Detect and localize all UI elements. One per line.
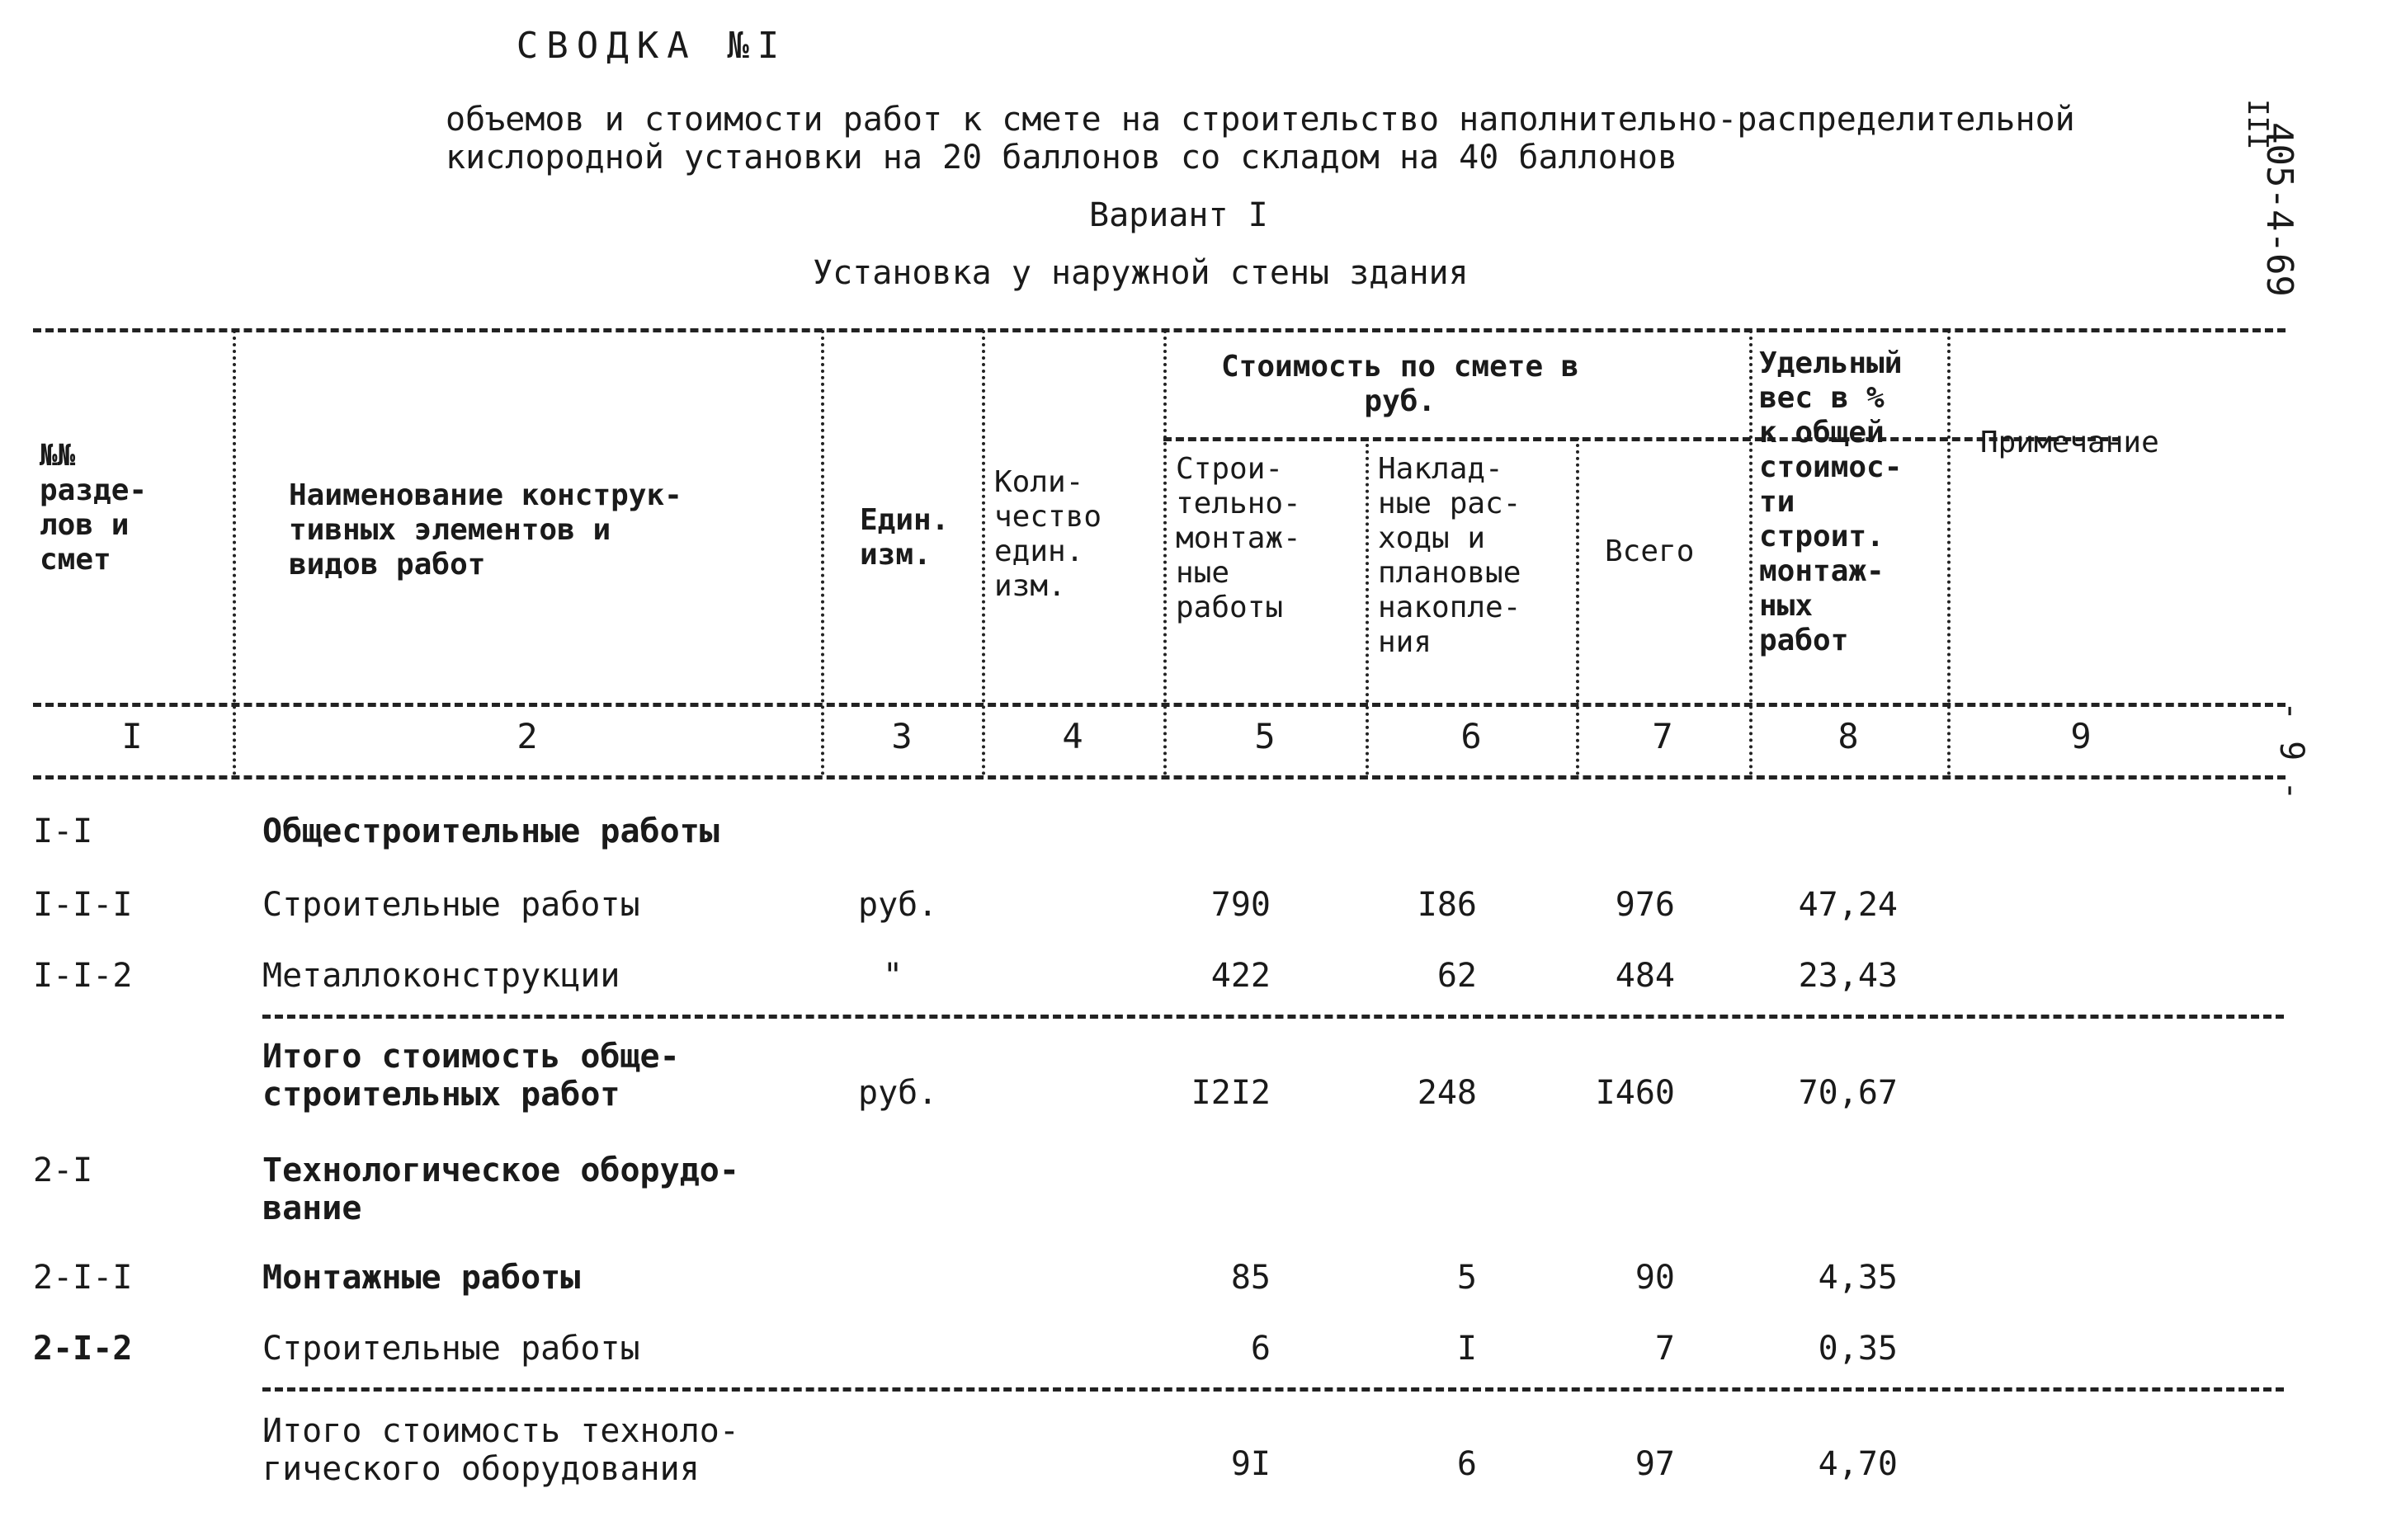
page-number: - 9 - <box>2272 701 2310 801</box>
row-unit: руб. <box>858 886 938 924</box>
row-name: Итого стоимость техноло- гического оборудования <box>262 1412 739 1488</box>
row-overhead: 5 <box>1456 1259 1477 1297</box>
row-name: Строительные работы <box>262 886 640 924</box>
col-divider-7 <box>1749 330 1753 775</box>
subtotal-rule-1 <box>262 1015 2284 1019</box>
variant-label: Вариант I <box>1089 196 1268 234</box>
row-construction: 6 <box>1250 1330 1271 1368</box>
document-title: СВОДКА №I <box>516 25 788 67</box>
header-section-no: №№ разде- лов и смет <box>40 439 148 577</box>
row-code: 2-I-2 <box>33 1330 133 1368</box>
row-construction: 422 <box>1210 957 1271 995</box>
row-unit: " <box>883 957 903 995</box>
colnum-4: 4 <box>1062 716 1083 756</box>
row-code: 2-I-I <box>33 1259 133 1297</box>
header-note: Примечание <box>1980 426 2159 459</box>
row-code: I-I-I <box>33 886 133 924</box>
col-divider-1 <box>233 330 236 775</box>
colnum-9: 9 <box>2070 716 2092 756</box>
row-share: 4,35 <box>1818 1259 1898 1297</box>
colnum-1: I <box>121 716 143 756</box>
row-overhead: 6 <box>1456 1445 1477 1483</box>
row-construction: 790 <box>1210 886 1271 924</box>
row-share: 47,24 <box>1798 886 1898 924</box>
row-name: Итого стоимость обще- строительных работ <box>262 1038 680 1114</box>
header-quantity: Коли- чество един. изм. <box>994 465 1102 603</box>
row-name: Общестроительные работы <box>262 812 719 850</box>
side-roman-numeral: III <box>2241 99 2274 150</box>
header-unit: Един. изм. <box>860 503 950 572</box>
row-share: 4,70 <box>1818 1445 1898 1483</box>
colnum-3: 3 <box>891 716 913 756</box>
row-share: 23,43 <box>1798 957 1898 995</box>
row-total: 7 <box>1654 1330 1675 1368</box>
row-code: 2-I <box>33 1151 93 1189</box>
cost-group-rule <box>1163 437 2120 441</box>
header-total: Всего <box>1605 535 1695 568</box>
header-share: Удельный вес в % к общей стоимос- ти строит. монтаж- ных работ <box>1759 346 1903 657</box>
header-name: Наименование конструк- тивных элементов и видов работ <box>289 478 682 582</box>
colnum-6: 6 <box>1460 716 1482 756</box>
row-total: 97 <box>1635 1445 1675 1483</box>
row-code: I-I <box>33 812 93 850</box>
colnum-5: 5 <box>1254 716 1276 756</box>
row-name: Технологическое оборудо- вание <box>262 1151 739 1227</box>
row-name: Строительные работы <box>262 1330 640 1368</box>
col-divider-4 <box>1163 330 1167 775</box>
row-construction: I2I2 <box>1191 1074 1271 1112</box>
row-total: 976 <box>1615 886 1675 924</box>
row-name: Металлоконструкции <box>262 957 620 995</box>
row-share: 0,35 <box>1818 1330 1898 1368</box>
col-divider-3 <box>982 330 985 775</box>
col-divider-2 <box>821 330 824 775</box>
row-name: Монтажные работы <box>262 1259 581 1297</box>
row-total: 90 <box>1635 1259 1675 1297</box>
row-overhead: 62 <box>1436 957 1477 995</box>
colnum-bottom-rule <box>33 775 2286 779</box>
document-subtitle: объемов и стоимости работ к смете на строительство наполнительно-распределительной кислородной установки на 20 баллонов со складом на 40 баллонов <box>446 101 2075 177</box>
row-share: 70,67 <box>1798 1074 1898 1112</box>
row-construction: 85 <box>1230 1259 1271 1297</box>
header-construction: Строи- тельно- монтаж- ные работы <box>1176 452 1301 624</box>
row-unit: руб. <box>858 1074 938 1112</box>
row-total: I460 <box>1595 1074 1675 1112</box>
subtotal-rule-2 <box>262 1387 2284 1392</box>
row-overhead: I86 <box>1417 886 1477 924</box>
colnum-7: 7 <box>1652 716 1673 756</box>
colnum-8: 8 <box>1837 716 1859 756</box>
col-divider-8 <box>1947 330 1951 775</box>
row-overhead: I <box>1456 1330 1477 1368</box>
colnum-2: 2 <box>517 716 538 756</box>
row-overhead: 248 <box>1417 1074 1477 1112</box>
row-total: 484 <box>1615 957 1675 995</box>
side-code-text: 405-4-69 <box>2258 122 2300 297</box>
row-construction: 9I <box>1230 1445 1271 1483</box>
header-cost-group: Стоимость по смете в руб. <box>1221 350 1579 418</box>
side-document-code <box>2258 73 2383 297</box>
row-code: I-I-2 <box>33 957 133 995</box>
header-overhead: Наклад- ные рас- ходы и плановые накопле- ния <box>1378 452 1521 659</box>
installation-label: Установка у наружной стены здания <box>813 254 1469 292</box>
